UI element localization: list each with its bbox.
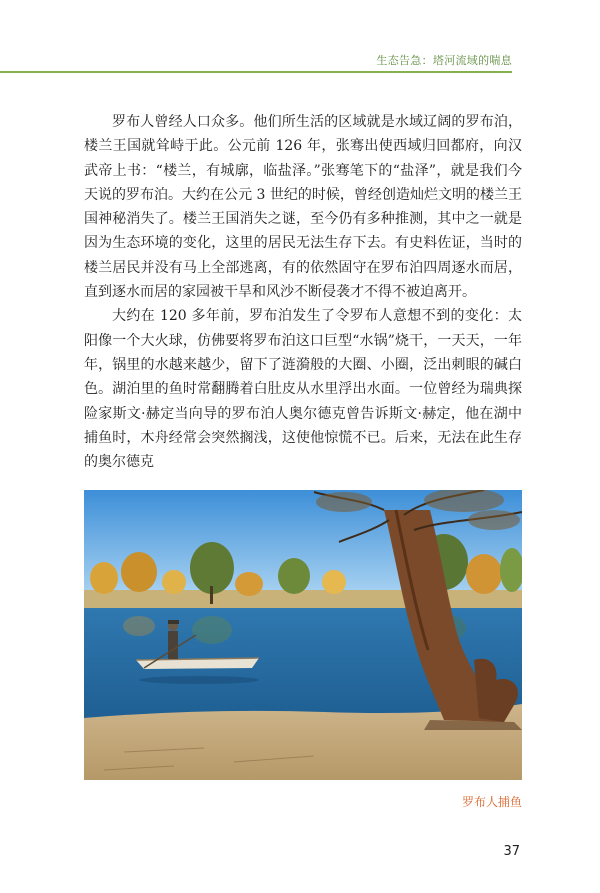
paragraph-2: 大约在 120 多年前，罗布泊发生了令罗布人意想不到的变化：太阳像一个大火球，仿佛要将罗布泊这口巨型“水锅”烧干，一天天，一年年，锅里的水越来越少，留下了涟漪般的大圈、小圈，泛出刺眼的碱白色。湖泊里的鱼时常翻腾着白肚皮从水里浮出水面。一位曾经为瑞典探险家斯文·赫定当向导的罗布泊人奥尔德克曾告诉斯文·赫定，他在湖中捕鱼时，木舟经常会突然搁浅，这使他惊慌不已。后来，无法在此生存的奥尔德克 xyxy=(84,308,522,471)
photo-illustration xyxy=(84,490,522,780)
paragraph-1: 罗布人曾经人口众多。他们所生活的区域就是水域辽阔的罗布泊，楼兰王国就耸峙于此。公元前 126 年，张骞出使西域归回都府，向汉武帝上书：“楼兰，有城廓，临盐泽。”张骞笔下的“盐泽”，就是我们今天说的罗布泊。大约在公元 3 世纪的时候，曾经创造灿烂文明的楼兰王国神秘消失了。楼兰王国消失之谜，至今仍有多种推测，其中之一就是因为生态环境的变化，这里的居民无法生存下去。有史料佐证，当时的楼兰居民并没有马上全部逃离，有的依然固守在罗布泊四周逐水而居，直到逐水而居的家园被干旱和风沙不断侵袭才不得不被迫离开。 xyxy=(84,114,522,301)
body-text xyxy=(84,110,522,474)
photo-fishing-on-lake xyxy=(84,490,522,780)
figure-caption: 罗布人捕鱼 xyxy=(461,795,522,809)
running-header: 生态告急：塔河流域的喘息 xyxy=(376,54,512,67)
page-number: 37 xyxy=(503,844,520,859)
header-rule xyxy=(0,71,512,73)
